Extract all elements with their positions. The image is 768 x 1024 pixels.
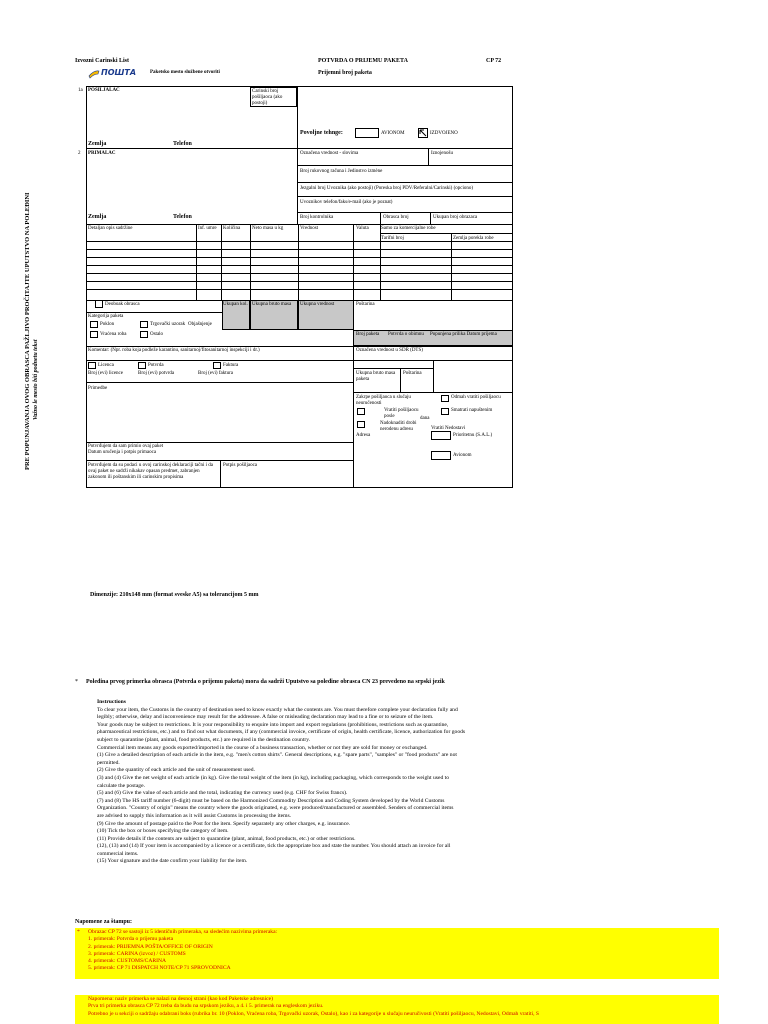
return-sender-checkbox[interactable]: [357, 408, 365, 415]
address-label: Adresa: [356, 433, 371, 438]
priority2-label: Prioritetnu (S.A.L.): [453, 433, 493, 438]
return-now-label: Odmah vratiti pošiljaocu: [451, 395, 501, 400]
air-checkbox[interactable]: [355, 128, 379, 138]
goods-label: Vraćena roba: [100, 332, 127, 337]
instruction-line: pharmaceutical restrictions, etc.) and to find out what documents, if any (commercial invoice, certificate of origin, health certificate, licence, authorization for goods: [97, 729, 466, 736]
print-note-line: Obrazac CP 72 se sastoji iz 5 identičnih primeraka, sa sledećim nazivima primeraka:: [88, 929, 278, 935]
items-row-line: [86, 249, 513, 250]
instruction-line: Your goods may be subject to restrictions. It is your responsibility to enquire into import and export regulations (prohibitions, restrictions such as quarantine,: [97, 721, 449, 728]
invoice-checkbox[interactable]: [213, 362, 221, 369]
tracking-label: Prijemni broj paketa: [318, 70, 372, 76]
inv-no-label: Broj (evi) faktura: [198, 371, 233, 376]
instruction-line: subject to quarantine (plant, animal, food products, etc.) are required in the destination country.: [97, 736, 311, 743]
instruction-line: legibly; otherwise, delay and inconvenience may result for the addressee. A false or misleading declaration may lead to a fine or to seizure of the item.: [97, 714, 434, 721]
items-header-qty: Količina: [223, 226, 241, 231]
form-type-label: Izvozni Carinski List: [75, 58, 130, 64]
items-row-line: [86, 289, 513, 290]
certificate-label: Potvrda: [148, 363, 164, 368]
pkg-no-label: Broj paketa: [356, 332, 380, 337]
print-note-line: 5. primerak: CP 71 DISPATCH NOTE/CP 71 SPROVODNICA: [88, 965, 231, 972]
instruction-line: Commercial item means any goods exported/imported in the course of a business transaction, whether or not they are sold for money or exchanged.: [97, 744, 428, 751]
instruction-line: (7) and (8) The HS tariff number (6-digit) must be based on the Harmonized Commodity Description and Coding System developed by the World Customs: [97, 797, 445, 804]
print-note-line: Prva tri primerka obrasca CP 72 treba da budu na srpskom jeziku, a 4. i 5. primerak na engleskom jeziku.: [88, 1003, 324, 1010]
total-value-label: Ukupna vrednost: [300, 302, 335, 307]
remarks-label: Komentar: (Npr. roba koja podleže karantinu, sanitarnoj/fitosanitarnoj inspekciji i dr.): [88, 348, 260, 353]
print-note-line: Napomena: naziv primerka se nalazi na desnoj strani (kao kod Paketske adresnice): [88, 996, 273, 1002]
treat-aband-label: Smatrati napuštenim: [451, 408, 493, 413]
sender-decl-label: Potvrđujem da sam primio ovaj paket: [88, 444, 164, 449]
invoice-label: Faktura: [223, 363, 239, 368]
goods-checkbox[interactable]: [90, 331, 98, 338]
date-sig-label: Datum uručenja i potpis primaoca: [88, 450, 157, 455]
gift-label: Poklon: [100, 322, 115, 327]
instruction-line: (9) Give the amount of postage paid to the Post for the item. Specify separately any other charges, e.g. insurance.: [97, 820, 351, 827]
priority-checkbox[interactable]: [418, 128, 428, 138]
print-notes-title: Napomene za štampu:: [75, 919, 132, 925]
instructions-bullet: *: [75, 679, 78, 685]
instruction-line: (11) Provide details if the contents are subject to quarantine (plant, animal, food products, etc.) or other restrictions.: [97, 835, 356, 842]
accept-date-label: Popunjena prilika Datum prijema: [430, 332, 497, 337]
instruction-line: (3) and (4) Give the net weight of each article (in kg). Give the total weight of the item (in kg), including packaging, which corresponds to the weight used to: [97, 774, 449, 781]
form-title: POTVRDA O PRIJEMU PAKETA: [318, 58, 408, 64]
items-header-tariff: Tarifni broj: [381, 236, 404, 241]
certificate-checkbox[interactable]: [138, 362, 146, 369]
fees-label: Poštarina: [403, 371, 422, 376]
return-sender-label: Vratiti pošiljaocu posle: [384, 408, 419, 419]
declared-value-label: Označena vrednost - slovima: [300, 151, 359, 156]
category-label: Kategorija paketa: [88, 314, 124, 319]
items-row-line: [86, 265, 513, 266]
docs-label: Ostalo: [150, 332, 164, 337]
instructions-text: [97, 699, 465, 866]
return-now-checkbox[interactable]: [441, 395, 449, 402]
abandon-checkbox[interactable]: [357, 421, 365, 428]
items-col-line: [298, 224, 299, 300]
items-row-line: [86, 257, 513, 258]
receiver-label: PRIMALAC: [88, 151, 116, 156]
print-note-line: 4. primerak: CUSTOMS/CARINA: [88, 958, 167, 965]
total-gross-label: Ukupna bruto masa: [252, 302, 292, 307]
redirect-label: Vratiti Nedostavi: [431, 426, 466, 431]
office-label: Paketsko mesto službene otvoriti: [150, 70, 220, 75]
form-count-label: Deoboak obrasca: [105, 302, 140, 307]
importer-phone-label: Uvoznikov telefon/faks/e-mail (ako je poznat): [300, 200, 393, 205]
print-note-line: 1. primerak: Potvrda o prijemu paketa: [88, 936, 174, 943]
postal-no-label: Broj kontrolnika: [300, 215, 334, 220]
items-header-value: Vrednost: [300, 226, 319, 231]
air2-checkbox[interactable]: [431, 451, 451, 460]
air2-label: Avionom: [453, 453, 472, 458]
treat-aband-checkbox[interactable]: [441, 408, 449, 415]
instruction-line: (15) Your signature and the date confirm your liability for the item.: [97, 858, 248, 865]
receiver-country: Zemlja: [88, 214, 107, 220]
sender-num: 1a: [78, 88, 83, 93]
items-header-desc: Detaljan opis sadržine: [88, 226, 133, 231]
sender-customs-ref-label: Carinski broj pošiljaoca (ako postoji): [252, 89, 283, 106]
sender-signature-label: Potpis pošiljaoca: [223, 463, 258, 468]
group-no-label: Ukupan broj obrazaca: [433, 215, 478, 220]
days-label: dana: [420, 416, 430, 421]
air-label: AVIONOM: [381, 131, 405, 136]
instruction-line: Instructions: [97, 699, 126, 705]
items-row-line: [86, 281, 513, 282]
items-header-origin: Zemlja porekla robe: [453, 236, 494, 241]
returns-label: Zakrpe pošiljaoca u slučaju neuručenosti: [356, 395, 411, 406]
print-notes-list: [88, 929, 277, 973]
print-notes-bullet: *: [77, 929, 80, 935]
declaration-text: Potvrđujem da su podaci u ovoj carinskoj deklaraciji tačni i da ovaj paket ne sadrži nikakav opasan predmet, zabranjen zakonom ili poštanskim ili carinskim propisima: [88, 463, 213, 480]
items-col-line: [221, 224, 222, 300]
side-sub-text: Važno le mesto biti podnetu tekst: [33, 339, 39, 420]
items-col-line: [196, 224, 197, 300]
gift-checkbox[interactable]: [90, 321, 98, 328]
items-row-line: [86, 241, 513, 242]
priority-label: IZDVOJENO: [430, 131, 458, 136]
items-col-line: [451, 233, 452, 300]
instruction-line: are advised to supply this information as it will assist Customs in processing the items.: [97, 812, 292, 819]
tax-ref-label: Broj rukovnog računa i Jedinstvo izmène: [300, 169, 383, 174]
items-row-line: [86, 273, 513, 274]
instruction-line: (2) Give the quantity of each article and the unit of measurement used.: [97, 767, 255, 774]
items-header-weight: Neto masa u kg: [252, 226, 284, 231]
print-note-line: Potrebno je u sekciji o sadržaju odabrani boks (rubrika br. 10 (Poklon, Vraćena roba, Trgovački uzorak, Ostalo), kao i za kategorije u slučaju neuručivosti (Vratiti pošiljaocu, Nedostavi, Odmah vratiti, S: [88, 1010, 540, 1017]
licence-checkbox[interactable]: [88, 362, 96, 369]
items-header-hs: Inf. umre: [198, 226, 217, 231]
horn-icon: [88, 68, 100, 80]
postage-label: Poštarina: [356, 302, 375, 307]
side-instruction-text: PRE POPUNJAVANJA OVOG OBRASCA PAŽLJIVO PROČITAJTE UPUTSTVO NA POLEĐINI: [24, 192, 31, 470]
print-note-line: 2. primerak: PRIJEMNA POŠTA/OFFICE OF ORIGIN: [88, 943, 213, 950]
instruction-line: commercial items.: [97, 850, 139, 857]
pkg-weight-label: Potvrda o obimnu: [388, 332, 424, 337]
sender-label: POŠILJALAC: [88, 88, 120, 93]
print-note-line: 3. primerak: CARINA (izvoz) / CUSTOMS: [88, 950, 186, 957]
instruction-line: permitted.: [97, 759, 120, 766]
sender-country: Zemlja: [88, 141, 107, 147]
docs-checkbox[interactable]: [140, 331, 148, 338]
sender-phone: Telefon: [173, 141, 192, 147]
commercial-label: Trgovački uzorak: [150, 322, 186, 327]
instructions-intro: Poleđina prvog primerka obrasca (Potvrda o prijemu paketa) mora da sadrži Uputstvo sa poleđine obrasca CN 23 prevedeno na srpski jezik: [86, 679, 445, 685]
instruction-line: (12), (13) and (14) If your item is accompanied by a licence or a certificate, tick the appropriate box and state the number. You should attach an invoice for all: [97, 843, 451, 850]
cert-no-label: Broj (evi) potvrda: [138, 371, 175, 376]
receiver-phone: Telefon: [173, 214, 192, 220]
lic-no-label: Broj (evi) licence: [88, 371, 123, 376]
print-notes-list-2: [88, 996, 539, 1018]
items-header-commercial: Samo za komercijalne robe: [381, 226, 436, 231]
amount-label: Iznojenošu: [431, 151, 453, 156]
instruction-line: (10) Tick the box or boxes specifying the category of item.: [97, 828, 229, 835]
commercial-checkbox[interactable]: [140, 321, 148, 328]
instruction-line: calculate the postage.: [97, 782, 145, 789]
instruction-line: (5) and (6) Give the value of each article and the total, indicating the currency used (e.g. CHF for Swiss francs).: [97, 790, 348, 797]
receiver-num: 2: [78, 151, 81, 156]
items-col-line: [353, 224, 354, 300]
seal-no-label: Obrasca broj: [383, 215, 409, 220]
instruction-line: (1) Give a detailed description of each article in the item, e.g. "men's cotton shirts". General descriptions, e.g. "spare parts", "samples" or "food products" are not: [97, 752, 457, 759]
logo-text: ПОШТА: [101, 68, 137, 77]
delivery-label: Povoljne tehnge:: [300, 130, 343, 136]
arrow-icon: [419, 129, 427, 137]
instruction-line: To clear your item, the Customs in the country of destination need to know exactly what the contents are. You must therefore complete your declaration fully and: [97, 706, 458, 713]
items-col-line: [250, 224, 251, 300]
total-units-label: Ukupan kol.: [223, 302, 248, 307]
form-count-checkbox[interactable]: [95, 300, 103, 308]
gross-total-label: Ukupna bruto masa paketa: [356, 371, 396, 382]
observations-label: Primedbe: [88, 386, 108, 391]
sdr-label: Označena vrednost u SDR (DTS): [356, 348, 423, 353]
return-label: Objašnjenje: [188, 322, 212, 327]
form-code: CP 72: [486, 58, 502, 64]
licence-label: Licenca: [98, 363, 114, 368]
priority2-checkbox[interactable]: [431, 431, 451, 440]
items-header-currency: Valuta: [356, 226, 369, 231]
dimensions-note: Dimenzije: 210x148 mm (format sveske A5) sa tolerancijom 5 mm: [90, 592, 259, 598]
instruction-line: Organization. "Country of origin" means the country where the goods originated, e.g. were produced/manufactured or assembled. Senders of commercial items: [97, 805, 454, 812]
import-ref-label: Jezgalni broj Uvoznika (ako postoji) (Poreska broj PDV/Referalni/Carinski) (opciono): [300, 186, 474, 191]
abandon-label: Nadoknaditi drobi nerodenu adresu: [380, 421, 417, 432]
post-logo: [88, 67, 137, 81]
